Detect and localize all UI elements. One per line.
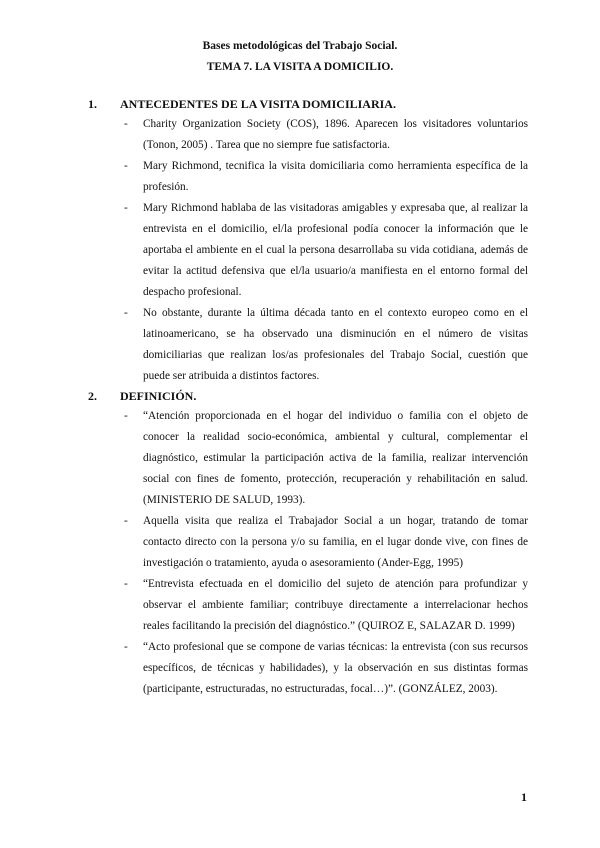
item-text: “Entrevista efectuada en el domicilio del sujeto de atención para profundizar y observar el ambiente familiar; contribuye directamente a interrelacionar hechos reales facilitando la precisión del diagnóstico.” (QUIROZ E, SALAZAR D. 1999) <box>143 578 528 632</box>
list-item <box>88 156 528 198</box>
item-text: Mary Richmond hablaba de las visitadoras amigables y expresaba que, al realizar la entrevista en el domicilio, el/la profesional podía conocer la información que le aportaba el ambiente en el cual la persona desarrollaba su vida cotidiana, además de evitar la actitud defensiva que el/la usuario/a manifiesta en el entorno formal del despacho profesional. <box>143 202 528 298</box>
section-number: 2. <box>88 389 97 403</box>
page-number: 1 <box>521 790 527 804</box>
list-item <box>88 114 528 156</box>
list-item <box>88 198 528 303</box>
list-item <box>88 303 528 387</box>
topic-title: TEMA 7. LA VISITA A DOMICILIO. <box>206 61 394 73</box>
bullet-dash: - <box>124 515 128 527</box>
bullet-list <box>88 114 528 387</box>
section-title: ANTECEDENTES DE LA VISITA DOMICILIARIA. <box>120 97 396 111</box>
list-item <box>88 511 528 574</box>
item-text: Aquella visita que realiza el Trabajador Social a un hogar, tratando de tomar contacto directo con la persona y/o su familia, en el lugar donde vive, con fines de investigación o tratamiento, ayuda o asesoramiento (Ander-Egg, 1995) <box>143 515 528 569</box>
section-antecedentes <box>88 94 528 387</box>
bullet-dash: - <box>124 641 128 653</box>
bullet-dash: - <box>124 202 128 214</box>
bullet-dash: - <box>124 118 128 130</box>
list-item <box>88 406 528 511</box>
list-item <box>88 574 528 637</box>
section-definicion <box>88 386 528 700</box>
section-number: 1. <box>88 97 97 111</box>
item-text: No obstante, durante la última década tanto en el contexto europeo como en el latinoamericano, se ha observado una disminución en el número de visitas domiciliarias que realizan los/as profesionales del Trabajo Social, cuestión que puede ser atribuida a distintos factores. <box>143 307 528 382</box>
document-header <box>0 36 600 78</box>
bullet-dash: - <box>124 578 128 590</box>
bullet-dash: - <box>124 160 128 172</box>
item-text: “Acto profesional que se compone de varias técnicas: la entrevista (con sus recursos específicos, de técnicas y habilidades), y la observación en sus distintas formas (participante, estructuradas, no estructuradas, focal…)”. (GONZÁLEZ, 2003). <box>143 641 528 695</box>
list-item <box>88 637 528 700</box>
bullet-dash: - <box>124 307 128 319</box>
item-text: Charity Organization Society (COS), 1896. Aparecen los visitadores voluntarios (Tonon, 2005) . Tarea que no siempre fue satisfactoria. <box>143 118 528 151</box>
section-heading <box>88 386 528 406</box>
item-text: “Atención proporcionada en el hogar del individuo o familia con el objeto de conocer la realidad socio-económica, ambiental y cultural, complementar el diagnóstico, estimular la participación activa de la familia, realizar intervención social con fines de fomento, protección, recuperación y rehabilitación en salud. (MINISTERIO DE SALUD, 1993). <box>143 410 528 506</box>
bullet-dash: - <box>124 410 128 422</box>
section-heading <box>88 94 528 114</box>
bullet-list <box>88 406 528 700</box>
item-text: Mary Richmond, tecnifica la visita domiciliaria como herramienta específica de la profesión. <box>143 160 528 193</box>
section-title: DEFINICIÓN. <box>120 389 197 403</box>
course-title: Bases metodológicas del Trabajo Social. <box>202 40 398 52</box>
